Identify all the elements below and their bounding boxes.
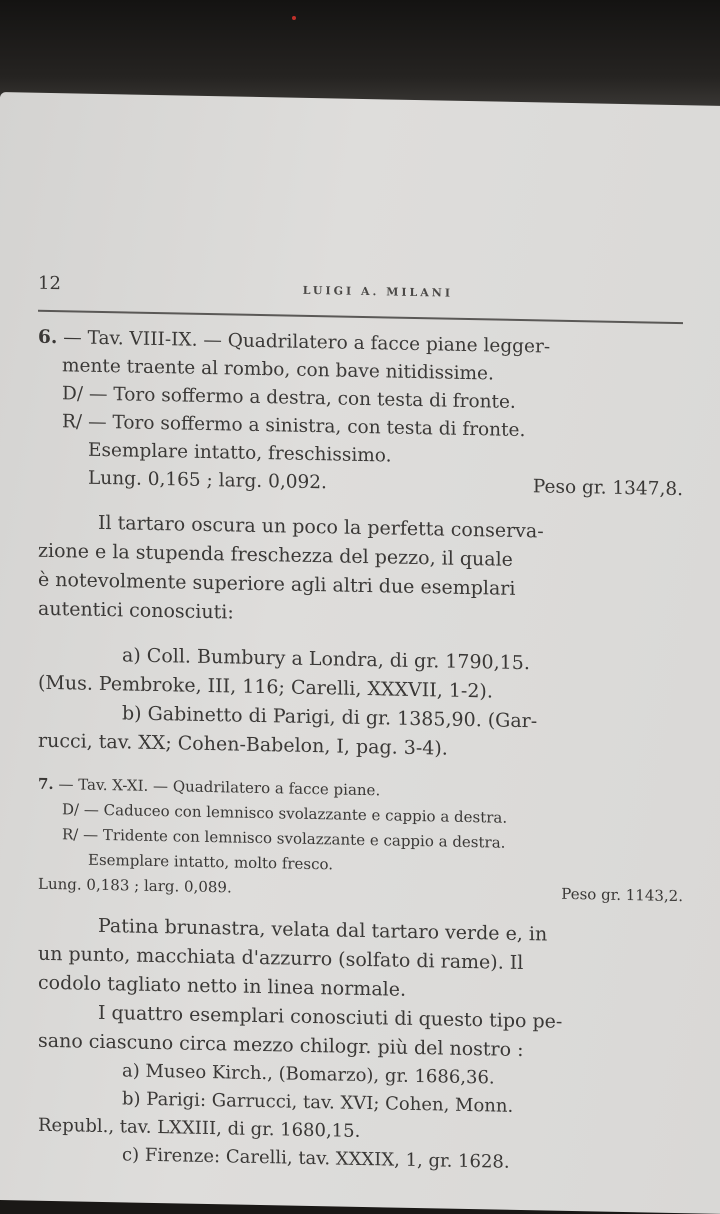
entry-6-condition: Esemplare intatto, freschissimo. xyxy=(88,439,392,467)
reference-line: (Mus. Pembroke, III, 116; Carelli, XXXVII, 1-2). xyxy=(38,671,493,703)
entry-7-reverse-text: — Tridente con lemnisco svolazzante e cappio a destra. xyxy=(83,825,506,852)
entry-6 xyxy=(38,324,683,504)
entry-7 xyxy=(38,772,683,909)
entry-7-condition: Esemplare intatto, molto fresco. xyxy=(88,850,334,874)
page-content xyxy=(38,273,683,1180)
reference-line: b) Parigi: Garrucci, tav. XVI; Cohen, Monn. xyxy=(122,1088,514,1117)
entry-6-obverse-text: — Toro soffermo a destra, con testa di fronte. xyxy=(88,383,516,413)
header-rule xyxy=(38,310,683,324)
reference-line: c) Firenze: Carelli, tav. XXXIX, 1, gr. 1628. xyxy=(122,1144,510,1173)
reverse-siglum: R/ xyxy=(62,825,79,844)
entry-7-obverse-text: — Caduceo con lemnisco svolazzante e cappio a destra. xyxy=(83,800,508,827)
entry-6-heading-cont: mente traente al rombo, con bave nitidissime. xyxy=(62,355,494,385)
running-header xyxy=(38,273,683,306)
entry-7-dimensions: Lung. 0,183 ; larg. 0,089. xyxy=(38,874,232,897)
entry-6-reverse-text: — Toro soffermo a sinistra, con testa di fronte. xyxy=(88,411,526,442)
entry-6-heading-text: — Tav. VIII-IX. — Quadrilatero a facce piane legger- xyxy=(63,327,551,358)
page-number: 12 xyxy=(38,272,61,295)
paragraph-2-line: codolo tagliato netto in linea normale. xyxy=(38,971,407,1001)
reverse-siglum: R/ xyxy=(62,411,83,433)
paragraph-1-line: Il tartaro oscura un poco la perfetta conserva- xyxy=(98,511,544,543)
entry-7-heading-text: — Tav. X-XI. — Quadrilatero a facce piane. xyxy=(58,775,381,800)
reference-line: b) Gabinetto di Parigi, di gr. 1385,90. (Gar- xyxy=(122,702,538,733)
obverse-siglum: D/ xyxy=(62,800,80,819)
paragraph-2 xyxy=(38,911,683,1010)
references-2 xyxy=(38,1056,683,1180)
paragraph-2-line: Patina brunastra, velata dal tartaro verde e, in xyxy=(98,914,548,946)
paragraph-1-line: è notevolmente superiore agli altri due esemplari xyxy=(38,568,516,600)
entry-7-number: 7. xyxy=(38,774,54,794)
reference-line: a) Museo Kirch., (Bomarzo), gr. 1686,36. xyxy=(122,1060,495,1089)
entry-6-number: 6. xyxy=(38,326,58,349)
paragraph-1-line: zione e la stupenda freschezza del pezzo, il quale xyxy=(38,539,513,571)
references-1 xyxy=(38,640,683,768)
paragraph-1 xyxy=(38,508,683,636)
paragraph-3-line: sano ciascuno circa mezzo chilogr. più del nostro : xyxy=(38,1029,524,1062)
reference-line: a) Coll. Bumbury a Londra, di gr. 1790,15. xyxy=(122,644,530,675)
paragraph-2-line: un punto, macchiata d'azzurro (solfato di rame). Il xyxy=(38,942,524,975)
running-author: LUIGI A. MILANI xyxy=(302,283,453,300)
entry-6-dimensions: Lung. 0,165 ; larg. 0,092. xyxy=(88,467,327,494)
reference-line: Republ., tav. LXXIII, di gr. 1680,15. xyxy=(38,1114,361,1142)
entry-7-weight: Peso gr. 1143,2. xyxy=(561,884,683,906)
entry-6-weight: Peso gr. 1347,8. xyxy=(532,476,683,501)
paragraph-1-line: autentici conosciuti: xyxy=(38,597,234,624)
reference-line: rucci, tav. XX; Cohen-Babelon, I, pag. 3-4). xyxy=(38,729,448,760)
obverse-siglum: D/ xyxy=(62,383,84,405)
red-light-dot xyxy=(292,16,296,20)
book-page xyxy=(0,92,720,1214)
paragraph-3-line: I quattro esemplari conosciuti di questo tipo pe- xyxy=(98,1001,563,1033)
